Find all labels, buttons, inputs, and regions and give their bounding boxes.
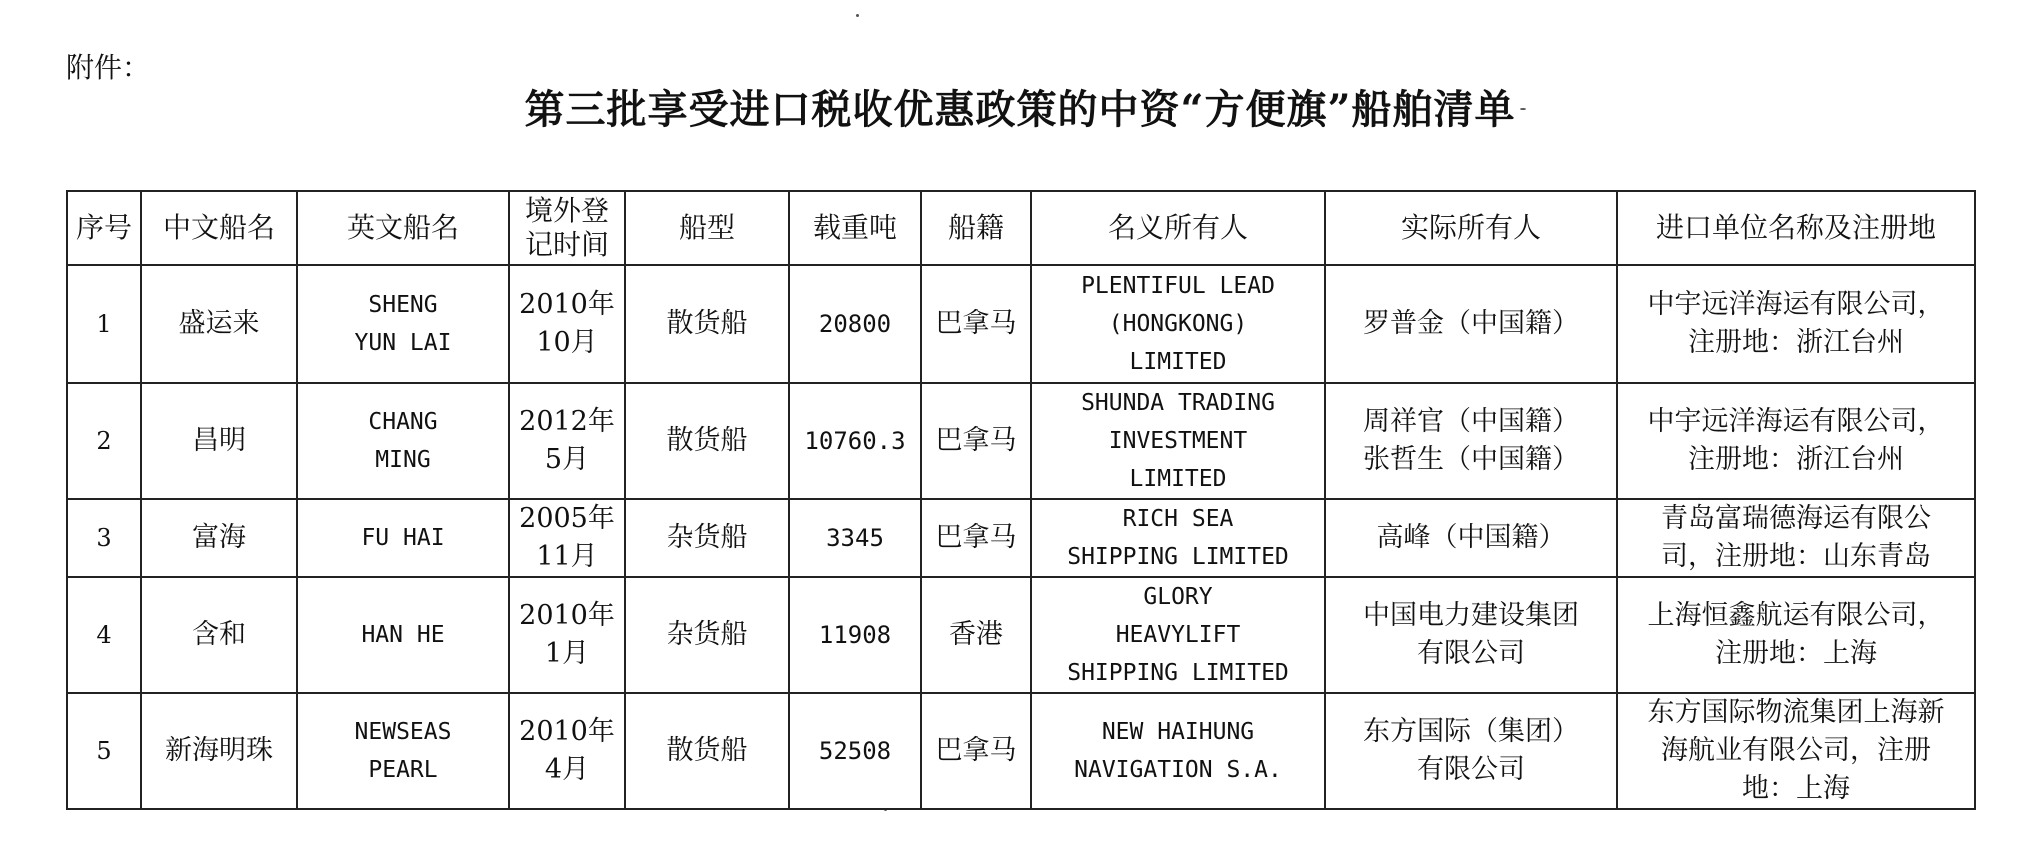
cell-cn-name: 新海明珠 (141, 693, 297, 809)
cell-flag: 巴拿马 (921, 499, 1031, 577)
table-row (67, 499, 1975, 577)
cell-actual-owner: 罗普金（中国籍） (1325, 265, 1617, 383)
cell-ship-type: 杂货船 (625, 499, 789, 577)
cell-ship-type: 散货船 (625, 693, 789, 809)
cell-cn-name: 盛运来 (141, 265, 297, 383)
scan-speck (1520, 108, 1526, 110)
cell-no: 1 (67, 265, 141, 383)
cell-importer: 中宇远洋海运有限公司， 注册地：浙江台州 (1617, 265, 1975, 383)
cell-dwt: 11908 (789, 577, 921, 693)
header-dwt: 载重吨 (789, 191, 921, 265)
cell-cn-name: 含和 (141, 577, 297, 693)
cell-flag: 香港 (921, 577, 1031, 693)
cell-nominal-owner: RICH SEA SHIPPING LIMITED (1031, 499, 1325, 577)
cell-nominal-owner: NEW HAIHUNG NAVIGATION S.A. (1031, 693, 1325, 809)
header-cn-name: 中文船名 (141, 191, 297, 265)
cell-en-name: CHANG MING (297, 383, 509, 499)
cell-dwt: 10760.3 (789, 383, 921, 499)
header-ship-type: 船型 (625, 191, 789, 265)
header-no: 序号 (67, 191, 141, 265)
cell-ship-type: 散货船 (625, 265, 789, 383)
header-actual-owner: 实际所有人 (1325, 191, 1617, 265)
cell-en-name: FU HAI (297, 499, 509, 577)
table-row (67, 577, 1975, 693)
table-row (67, 693, 1975, 809)
cell-reg-time: 2005年 11月 (509, 499, 625, 577)
cell-reg-time: 2010年 10月 (509, 265, 625, 383)
cell-importer: 东方国际物流集团上海新 海航业有限公司，注册 地：上海 (1617, 693, 1975, 809)
cell-reg-time: 2010年 4月 (509, 693, 625, 809)
cell-flag: 巴拿马 (921, 693, 1031, 809)
ship-list-table (66, 190, 1976, 810)
cell-en-name: SHENG YUN LAI (297, 265, 509, 383)
cell-dwt: 3345 (789, 499, 921, 577)
cell-nominal-owner: GLORY HEAVYLIFT SHIPPING LIMITED (1031, 577, 1325, 693)
cell-ship-type: 杂货船 (625, 577, 789, 693)
document-title: 第三批享受进口税收优惠政策的中资“方便旗”船舶清单 (524, 86, 1516, 133)
cell-cn-name: 富海 (141, 499, 297, 577)
cell-flag: 巴拿马 (921, 383, 1031, 499)
cell-flag: 巴拿马 (921, 265, 1031, 383)
cell-nominal-owner: SHUNDA TRADING INVESTMENT LIMITED (1031, 383, 1325, 499)
cell-no: 2 (67, 383, 141, 499)
cell-actual-owner: 中国电力建设集团 有限公司 (1325, 577, 1617, 693)
cell-en-name: NEWSEAS PEARL (297, 693, 509, 809)
cell-actual-owner: 周祥官（中国籍） 张哲生（中国籍） (1325, 383, 1617, 499)
cell-cn-name: 昌明 (141, 383, 297, 499)
header-flag: 船籍 (921, 191, 1031, 265)
cell-nominal-owner: PLENTIFUL LEAD (HONGKONG) LIMITED (1031, 265, 1325, 383)
header-en-name: 英文船名 (297, 191, 509, 265)
cell-dwt: 20800 (789, 265, 921, 383)
attachment-label: 附件： (66, 51, 151, 84)
cell-dwt: 52508 (789, 693, 921, 809)
cell-reg-time: 2010年 1月 (509, 577, 625, 693)
header-reg-time: 境外登 记时间 (509, 191, 625, 265)
cell-no: 4 (67, 577, 141, 693)
cell-reg-time: 2012年 5月 (509, 383, 625, 499)
cell-actual-owner: 东方国际（集团） 有限公司 (1325, 693, 1617, 809)
table-header-row (67, 191, 1975, 265)
table-row (67, 383, 1975, 499)
cell-ship-type: 散货船 (625, 383, 789, 499)
table-row (67, 265, 1975, 383)
cell-importer: 青岛富瑞德海运有限公 司，注册地：山东青岛 (1617, 499, 1975, 577)
cell-importer: 中宇远洋海运有限公司， 注册地：浙江台州 (1617, 383, 1975, 499)
cell-importer: 上海恒鑫航运有限公司， 注册地：上海 (1617, 577, 1975, 693)
header-importer: 进口单位名称及注册地 (1617, 191, 1975, 265)
header-nominal-owner: 名义所有人 (1031, 191, 1325, 265)
cell-no: 3 (67, 499, 141, 577)
cell-actual-owner: 高峰（中国籍） (1325, 499, 1617, 577)
cell-no: 5 (67, 693, 141, 809)
scan-speck (856, 14, 859, 17)
cell-en-name: HAN HE (297, 577, 509, 693)
